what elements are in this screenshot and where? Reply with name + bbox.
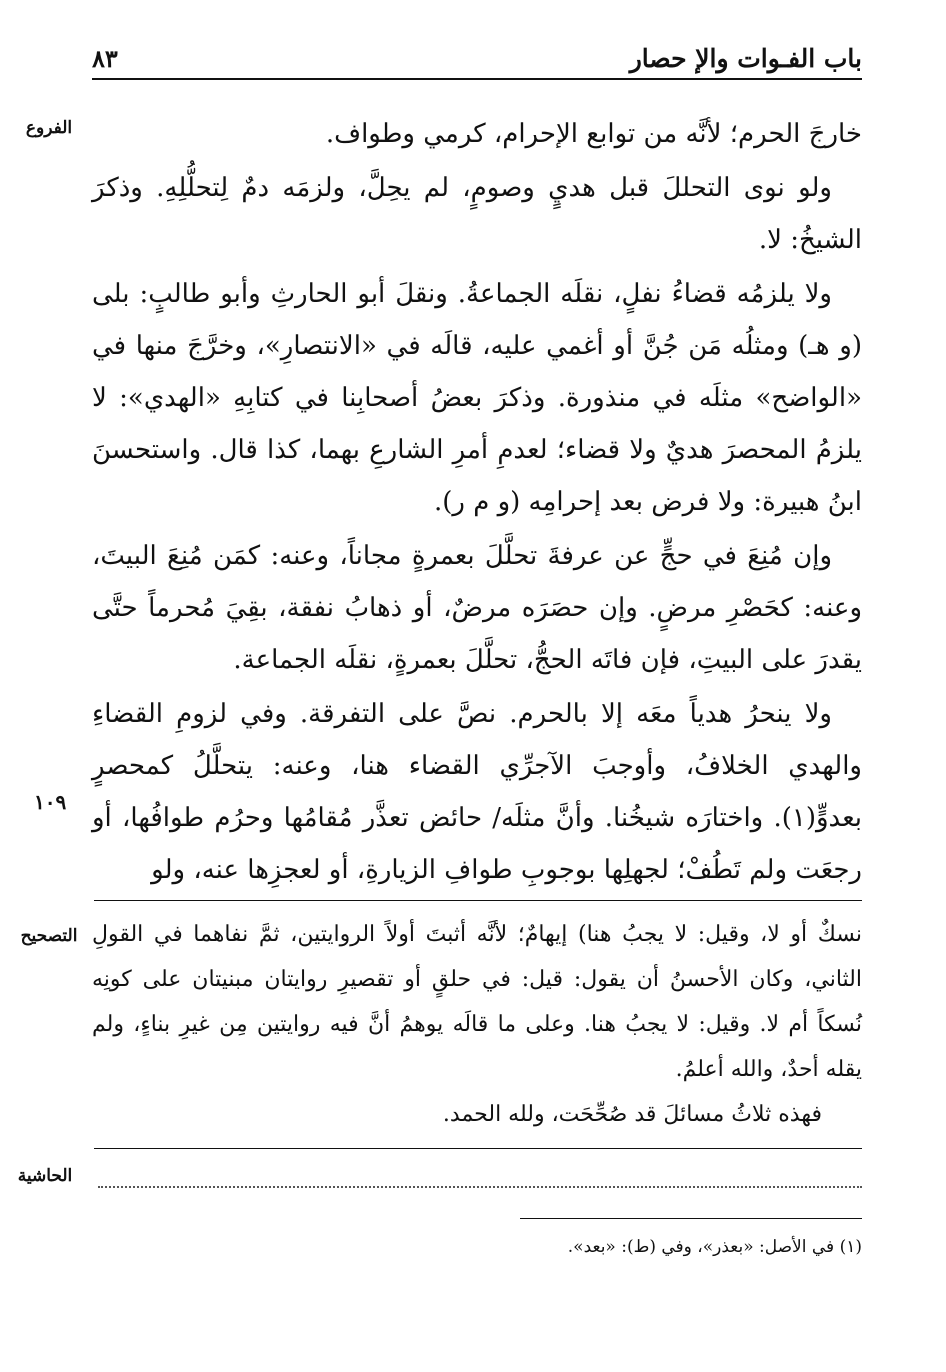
main-paragraph: وإن مُنِعَ في حجٍّ عن عرفةَ تحلَّلَ بعمرةٍ مجاناً، وعنه: كمَن مُنِعَ البيتَ، وعنه: كحَصْرِ مرضٍ. وإن حصَرَه مرضٌ، أو ذهابُ نفقة، بقِيَ مُحرماً حتَّى يقدرَ على البيتِ، فإن فاتَه الحجُّ، تحلَّلَ بعمرةٍ، نقلَه الجماعة. (92, 541, 862, 675)
correction-section (92, 912, 862, 1137)
running-header (92, 38, 862, 80)
side-label-tashih: التصحيح (20, 926, 78, 946)
main-paragraph: ولا ينحرُ هدياً معَه إلا بالحرم. نصَّ على التفرقة. وفي لزومِ القضاءِ والهدي الخلافُ، وأوجبَ الآجرِّي القضاء هنا، وعنه: يتحلَّلُ كمحصرٍ بعدوٍّ(١). واختارَه شيخُنا. وأنَّ مثلَه/ حائض تعذَّر مُقامُها وحرُم طوافُها، أو رجعَت ولم تَطُفْ؛ لجهلِها بوجوبِ طوافِ الزيارةِ، أو لعجزِها عنه، ولو (92, 699, 862, 885)
main-paragraph: خارجَ الحرم؛ لأنَّه من توابع الإحرام، كرمي وطواف. (325, 119, 862, 149)
page-number: ٨٣ (92, 43, 118, 73)
hashiya-dotted-line (98, 1186, 862, 1188)
footnote: (١) في الأصل: «بعذر»، وفي (ط): «بعد». (567, 1237, 862, 1257)
correction-closing: فهذه ثلاثُ مسائلَ قد صُحِّحَت، ولله الحمد. (442, 1102, 822, 1127)
main-paragraph: ولو نوى التحللَ قبل هديٍ وصومٍ، لم يحِلَّ، ولزمَه دمٌ لِتحلُّلِهِ. وذكرَ الشيخُ: لا. (92, 173, 862, 255)
main-text-body (92, 108, 862, 898)
side-label-hashiya: الحاشية (17, 1166, 73, 1186)
section-divider (94, 1148, 862, 1149)
side-label-furu: الفروع (25, 118, 73, 138)
section-divider (94, 900, 862, 901)
main-paragraph: ولا يلزمُه قضاءُ نفلٍ، نقلَه الجماعةُ. ونقلَ أبو الحارثِ وأبو طالبٍ: بلى (و هـ) ومثلُه مَن جُنَّ أو أغمي عليه، قالَه في «الانتصارِ»، وخرَّجَ منها في «الواضح» مثلَه في منذورة. وذكرَ بعضُ أصحابِنا في كتابِهِ «الهدي»: لا يلزمُ المحصرَ هديٌ ولا قضاء؛ لعدمِ أمرِ الشارعِ بهما، كذا قال. واستحسنَ ابنُ هبيرة: ولا فرض بعد إحرامِه (و م ر). (92, 279, 862, 517)
margin-manuscript-number: ١٠٩ (34, 790, 67, 814)
footnote-rule (520, 1218, 862, 1219)
correction-paragraph: نسكٌ أو لا، وقيل: لا يجبُ هنا) إيهامٌ؛ لأنَّه أثبتَ أولاً الروايتين، ثمَّ نفاهما في القولِ الثاني، وكان الأحسنُ أن يقول: قيل: في حلقٍ أو تقصيرِ روايتان مبنيتان على كونِه نُسكاً أم لا. وقيل: لا يجبُ هنا. وعلى ما قالَه يوهمُ أنَّ فيه روايتين مِن غيرِ بناءٍ، ولم يقله أحدٌ، والله أعلمُ. (92, 922, 862, 1082)
running-title: باب الفـوات والإ حصار (629, 43, 862, 73)
